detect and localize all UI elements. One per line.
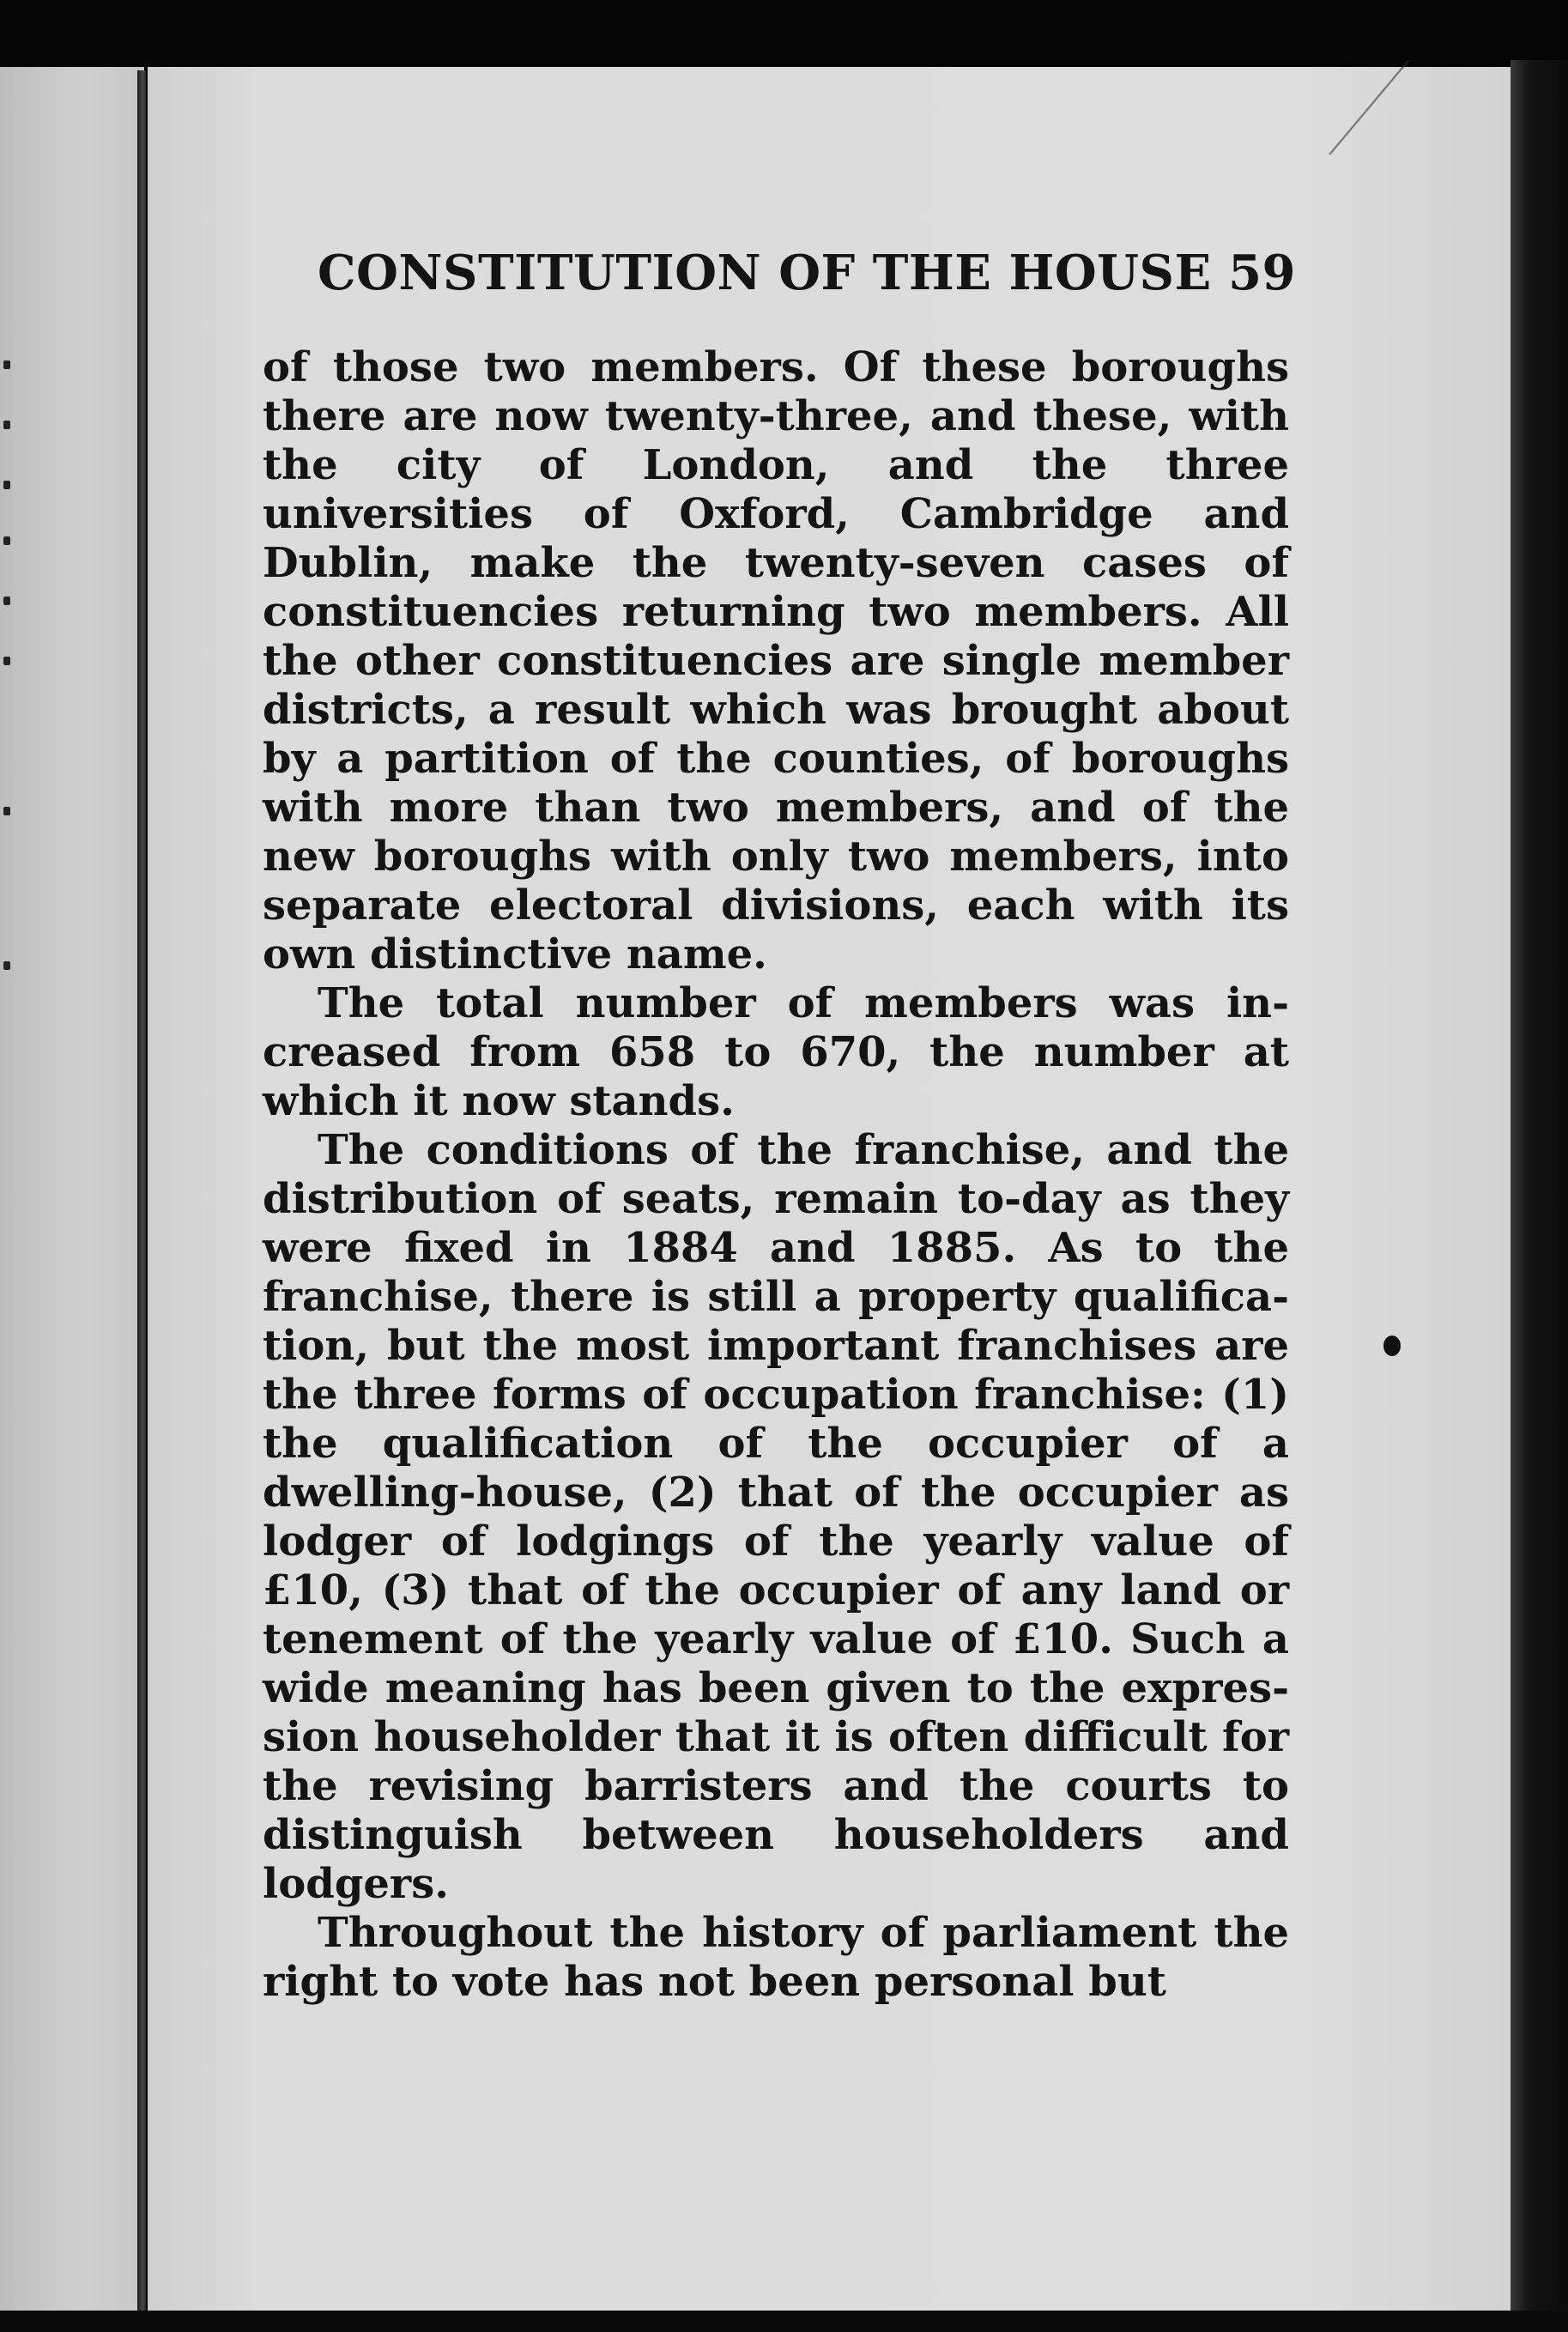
body-text bbox=[263, 343, 1289, 2007]
scan-top-border bbox=[0, 0, 1568, 69]
scan-bottom-border bbox=[0, 2311, 1568, 2332]
facing-page-text-fragments bbox=[3, 360, 15, 1047]
paragraph: The conditions of the franchise, and the distribution of seats, remain to-day as they were fixed in 1884 and 1885. As to the franchise, there is still a property qualification, but the most important franchises are the three forms of occupation franchise: (1) the qualification of the occupier of a dwelling-house, (2) that of the occupier as lodger of lodgings of the yearly value of £10, (3) that of the occupier of any land or tenement of the yearly value of £10. Such a wide meaning has been given to the expression householder that it is often difficult for the revising barristers and the courts to distinguish between householders and lodgers. bbox=[263, 1126, 1289, 1908]
book-gutter bbox=[137, 70, 146, 2311]
ink-speck bbox=[1383, 1336, 1401, 1356]
paragraph: The total number of members was increased from 658 to 670, the number at which it now stands. bbox=[263, 979, 1289, 1125]
facing-page-edge bbox=[0, 67, 144, 2311]
page-number: 59 bbox=[1228, 245, 1296, 301]
running-header bbox=[318, 245, 1296, 322]
paragraph: Throughout the history of parliament the right to vote has not been personal but bbox=[263, 1909, 1289, 2006]
page-stack-edge bbox=[1510, 60, 1568, 2332]
running-title: CONSTITUTION OF THE HOUSE bbox=[318, 245, 1212, 301]
paragraph: of those two members. Of these boroughs there are now twenty-three, and these, with the city of London, and the three universities of Oxford, Cambridge and Dublin, make the twenty-seven cases of constituencies returning two members. All the other constituencies are single member districts, a result which was brought about by a partition of the counties, of boroughs with more than two members, and of the new boroughs with only two members, into separate electoral divisions, each with its own distinctive name. bbox=[263, 343, 1289, 978]
